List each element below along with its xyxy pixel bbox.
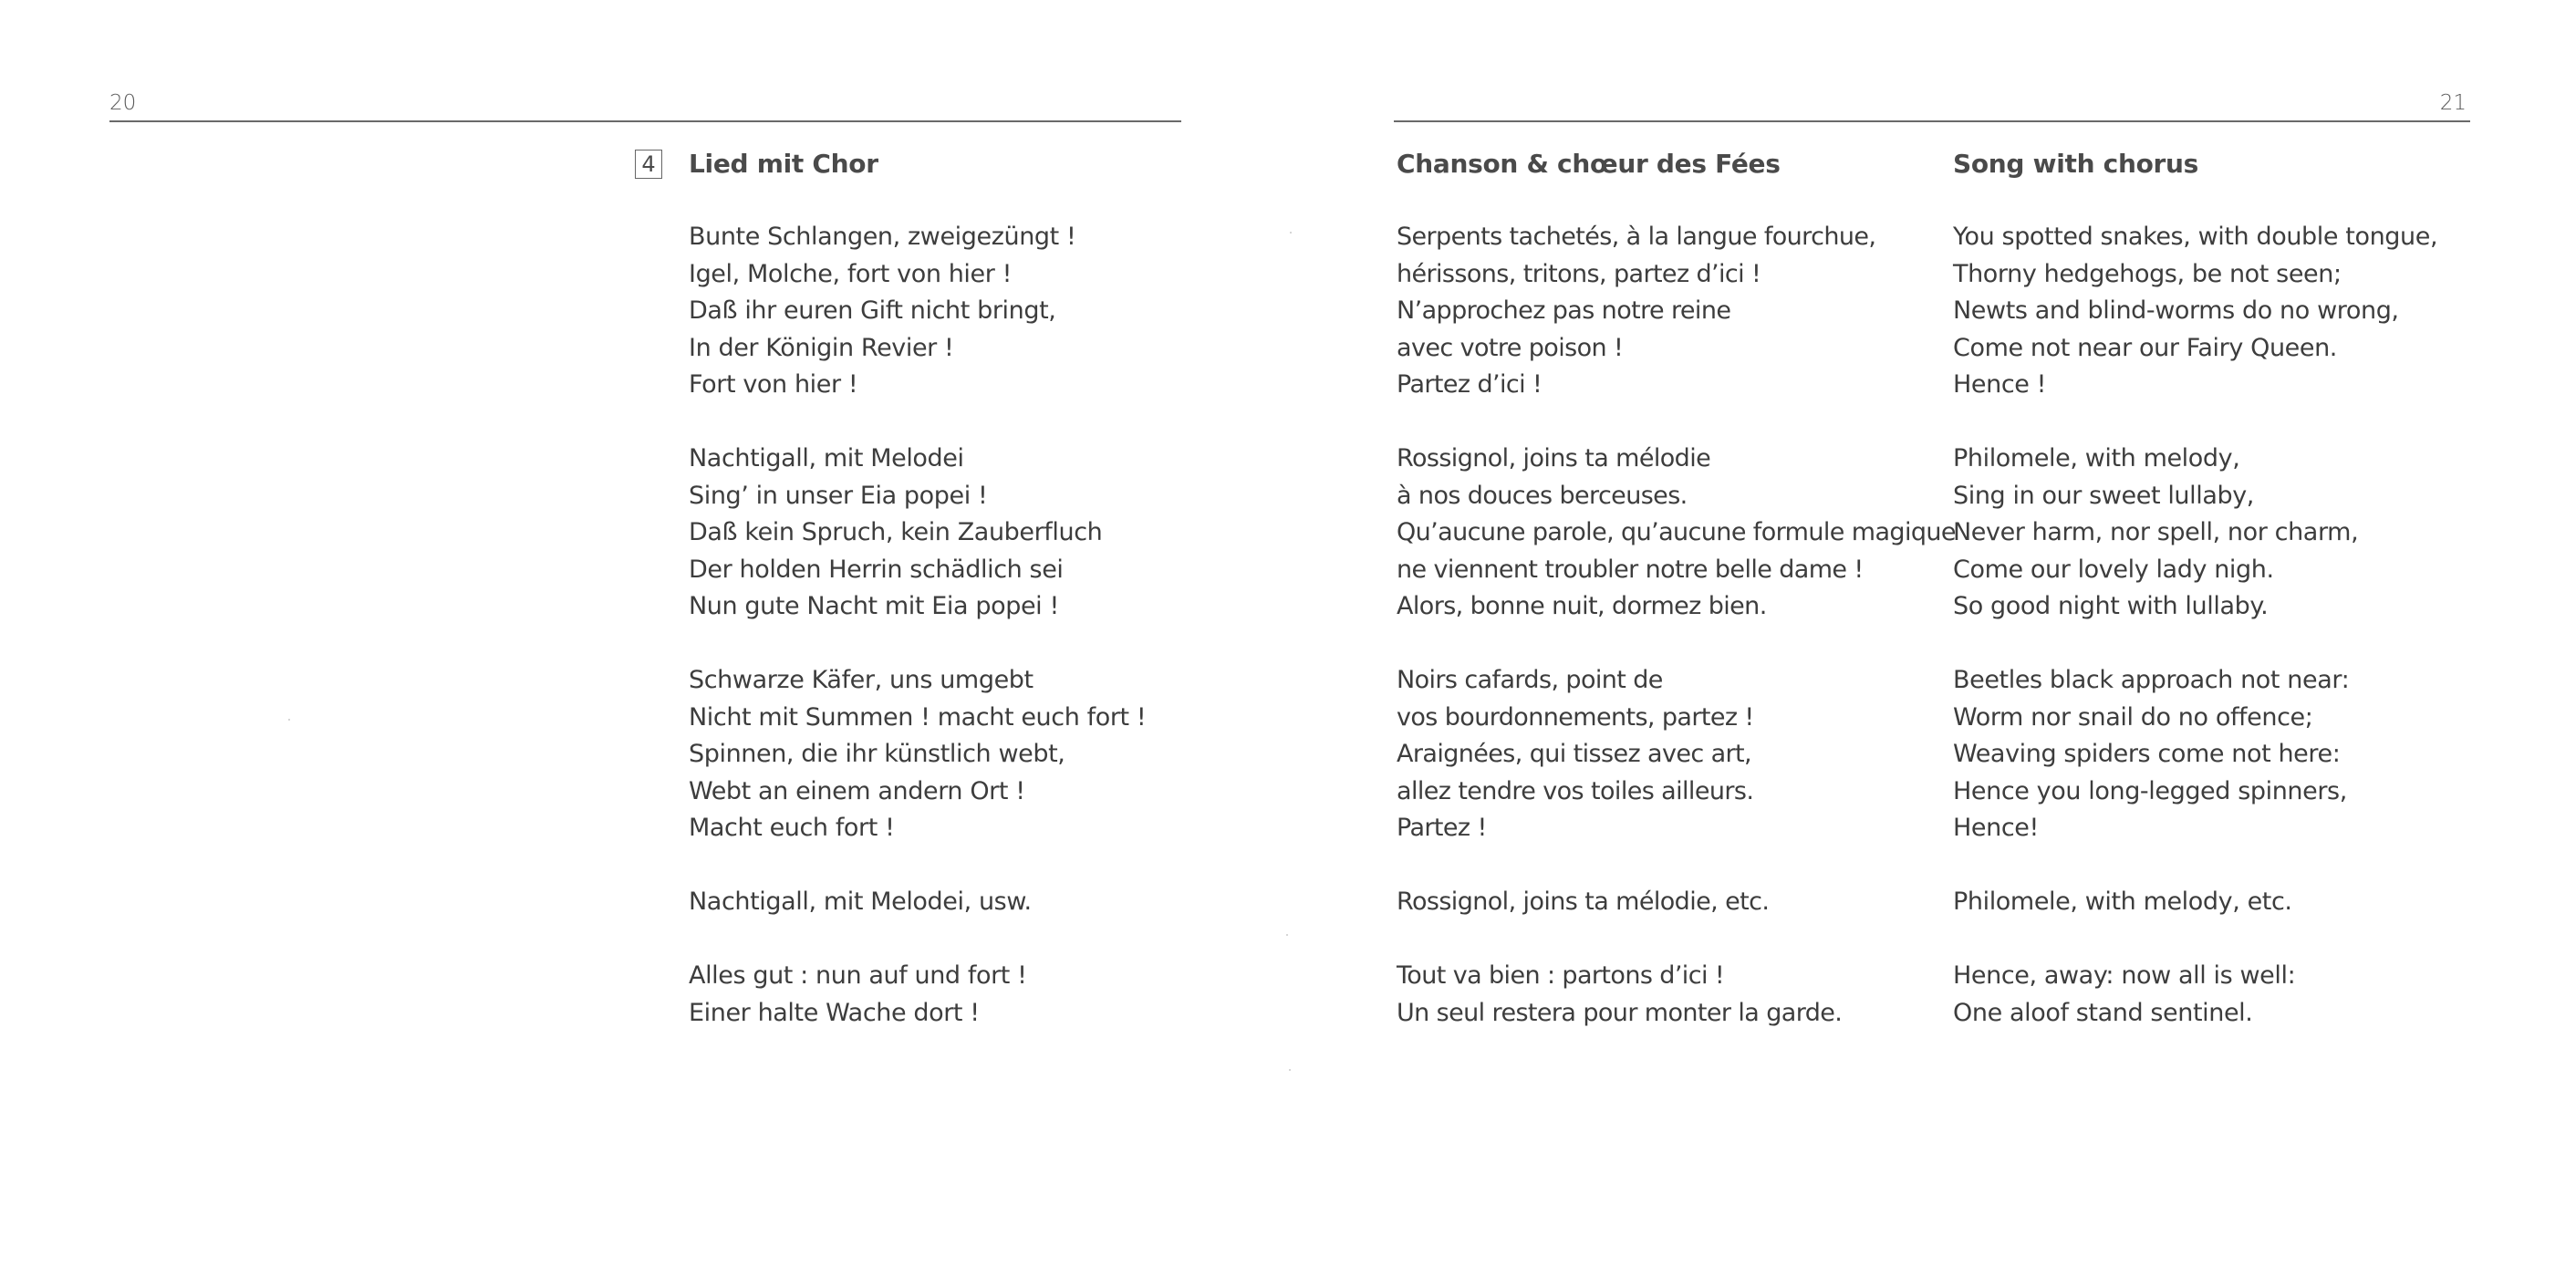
lyric-line: In der Königin Revier !	[689, 333, 954, 362]
stanza	[689, 219, 1146, 404]
lyric-line: ne viennent troubler notre belle dame !	[1397, 555, 1864, 584]
lyric-line: Come our lovely lady nigh.	[1953, 555, 2274, 584]
lyric-line: Nachtigall, mit Melodei, usw.	[689, 888, 1032, 916]
stanza	[1953, 662, 2437, 847]
lyric-line: Never harm, nor spell, nor charm,	[1953, 518, 2359, 546]
lyric-line: Un seul restera pour monter la garde.	[1397, 998, 1843, 1027]
french-heading: Chanson & chœur des Fées	[1397, 149, 1781, 179]
lyric-line: One aloof stand sentinel.	[1953, 998, 2253, 1027]
lyric-line: Araignées, qui tissez avec art,	[1397, 740, 1752, 768]
lyric-line: à nos douces berceuses.	[1397, 481, 1688, 510]
paper-speck	[1286, 934, 1288, 936]
lyric-line: Macht euch fort !	[689, 814, 895, 842]
lyric-line: Hence!	[1953, 814, 2039, 842]
lyric-line: allez tendre vos toiles ailleurs.	[1397, 776, 1754, 805]
stanza	[1397, 662, 1956, 847]
lyric-line: Partez !	[1397, 814, 1487, 842]
header-rule-left	[109, 120, 1181, 122]
lyric-line: Der holden Herrin schädlich sei	[689, 555, 1064, 584]
lyric-line: Rossignol, joins ta mélodie	[1397, 444, 1711, 472]
lyric-line: Sing in our sweet lullaby,	[1953, 481, 2254, 510]
lyric-line: Daß ihr euren Gift nicht bringt,	[689, 296, 1056, 325]
lyric-line: Igel, Molche, fort von hier !	[689, 259, 1013, 288]
lyric-line: Rossignol, joins ta mélodie, etc.	[1397, 888, 1770, 916]
german-column	[689, 146, 1146, 1069]
lyric-line: Nun gute Nacht mit Eia popei !	[689, 592, 1059, 620]
lyric-line: Partez d’ici !	[1397, 370, 1542, 399]
track-number-box: 4	[635, 150, 662, 179]
lyric-line: Worm nor snail do no offence;	[1953, 702, 2313, 732]
stanza	[1953, 441, 2437, 626]
lyric-line: Hence !	[1953, 370, 2047, 399]
lyric-line: Tout va bien : partons d’ici !	[1397, 961, 1725, 990]
lyric-line: Bunte Schlangen, zweigezüngt !	[689, 223, 1076, 251]
lyric-line: Philomele, with melody,	[1953, 444, 2240, 472]
lyric-line: hérissons, tritons, partez d’ici !	[1397, 259, 1761, 288]
french-lyrics	[1397, 219, 1956, 1032]
stanza	[1953, 884, 2437, 921]
paper-speck	[1290, 232, 1292, 234]
stanza	[1953, 958, 2437, 1032]
lyric-line: Beetles black approach not near:	[1953, 666, 2350, 694]
stanza	[689, 958, 1146, 1032]
english-column	[1953, 146, 2437, 1069]
lyric-line: Nachtigall, mit Melodei	[689, 444, 964, 472]
stanza	[689, 884, 1146, 921]
stanza	[689, 441, 1146, 626]
german-heading: Lied mit Chor	[689, 149, 878, 179]
stanza	[1397, 219, 1956, 404]
english-lyrics	[1953, 219, 2437, 1032]
english-heading: Song with chorus	[1953, 149, 2199, 179]
lyric-line: So good night with lullaby.	[1953, 592, 2269, 620]
stanza	[1953, 219, 2437, 404]
lyric-line: Sing’ in unser Eia popei !	[689, 481, 988, 510]
lyric-line: Fort von hier !	[689, 370, 858, 399]
lyric-line: Schwarze Käfer, uns umgebt	[689, 666, 1034, 694]
lyric-line: Weaving spiders come not here:	[1953, 740, 2341, 768]
lyric-line: Serpents tachetés, à la langue fourchue,	[1397, 223, 1876, 251]
lyric-line: Webt an einem andern Ort !	[689, 776, 1025, 805]
stanza	[1397, 884, 1956, 921]
paper-speck	[1289, 1069, 1291, 1071]
lyric-line: Daß kein Spruch, kein Zauberfluch	[689, 518, 1103, 546]
page-number-left: 20	[109, 91, 137, 115]
header-rule-right	[1394, 120, 2470, 122]
lyric-line: Alors, bonne nuit, dormez bien.	[1397, 592, 1767, 620]
lyric-line: vos bourdonnements, partez !	[1397, 702, 1754, 732]
lyric-line: Thorny hedgehogs, be not seen;	[1953, 259, 2342, 288]
lyric-line: Come not near our Fairy Queen.	[1953, 333, 2337, 362]
stanza	[1397, 441, 1956, 626]
paper-speck	[288, 719, 290, 721]
lyric-line: Hence you long-legged spinners,	[1953, 776, 2347, 805]
page-number-right: 21	[2439, 91, 2467, 115]
lyric-line: Alles gut : nun auf und fort !	[689, 961, 1027, 990]
stanza	[689, 662, 1146, 847]
lyric-line: avec votre poison !	[1397, 333, 1624, 362]
lyric-line: Nicht mit Summen ! macht euch fort !	[689, 702, 1147, 732]
lyric-line: Hence, away: now all is well:	[1953, 961, 2296, 990]
lyric-line: You spotted snakes, with double tongue,	[1953, 223, 2438, 251]
lyric-line: N’approchez pas notre reine	[1397, 296, 1731, 325]
lyric-line: Qu’aucune parole, qu’aucune formule magique	[1397, 518, 1956, 546]
lyric-line: Spinnen, die ihr künstlich webt,	[689, 740, 1065, 768]
lyric-line: Newts and blind-worms do no wrong,	[1953, 296, 2399, 325]
stanza	[1397, 958, 1956, 1032]
french-column	[1397, 146, 1956, 1069]
german-lyrics	[689, 219, 1146, 1032]
lyric-line: Einer halte Wache dort !	[689, 998, 980, 1027]
lyric-line: Philomele, with melody, etc.	[1953, 888, 2292, 916]
lyric-line: Noirs cafards, point de	[1397, 666, 1663, 694]
